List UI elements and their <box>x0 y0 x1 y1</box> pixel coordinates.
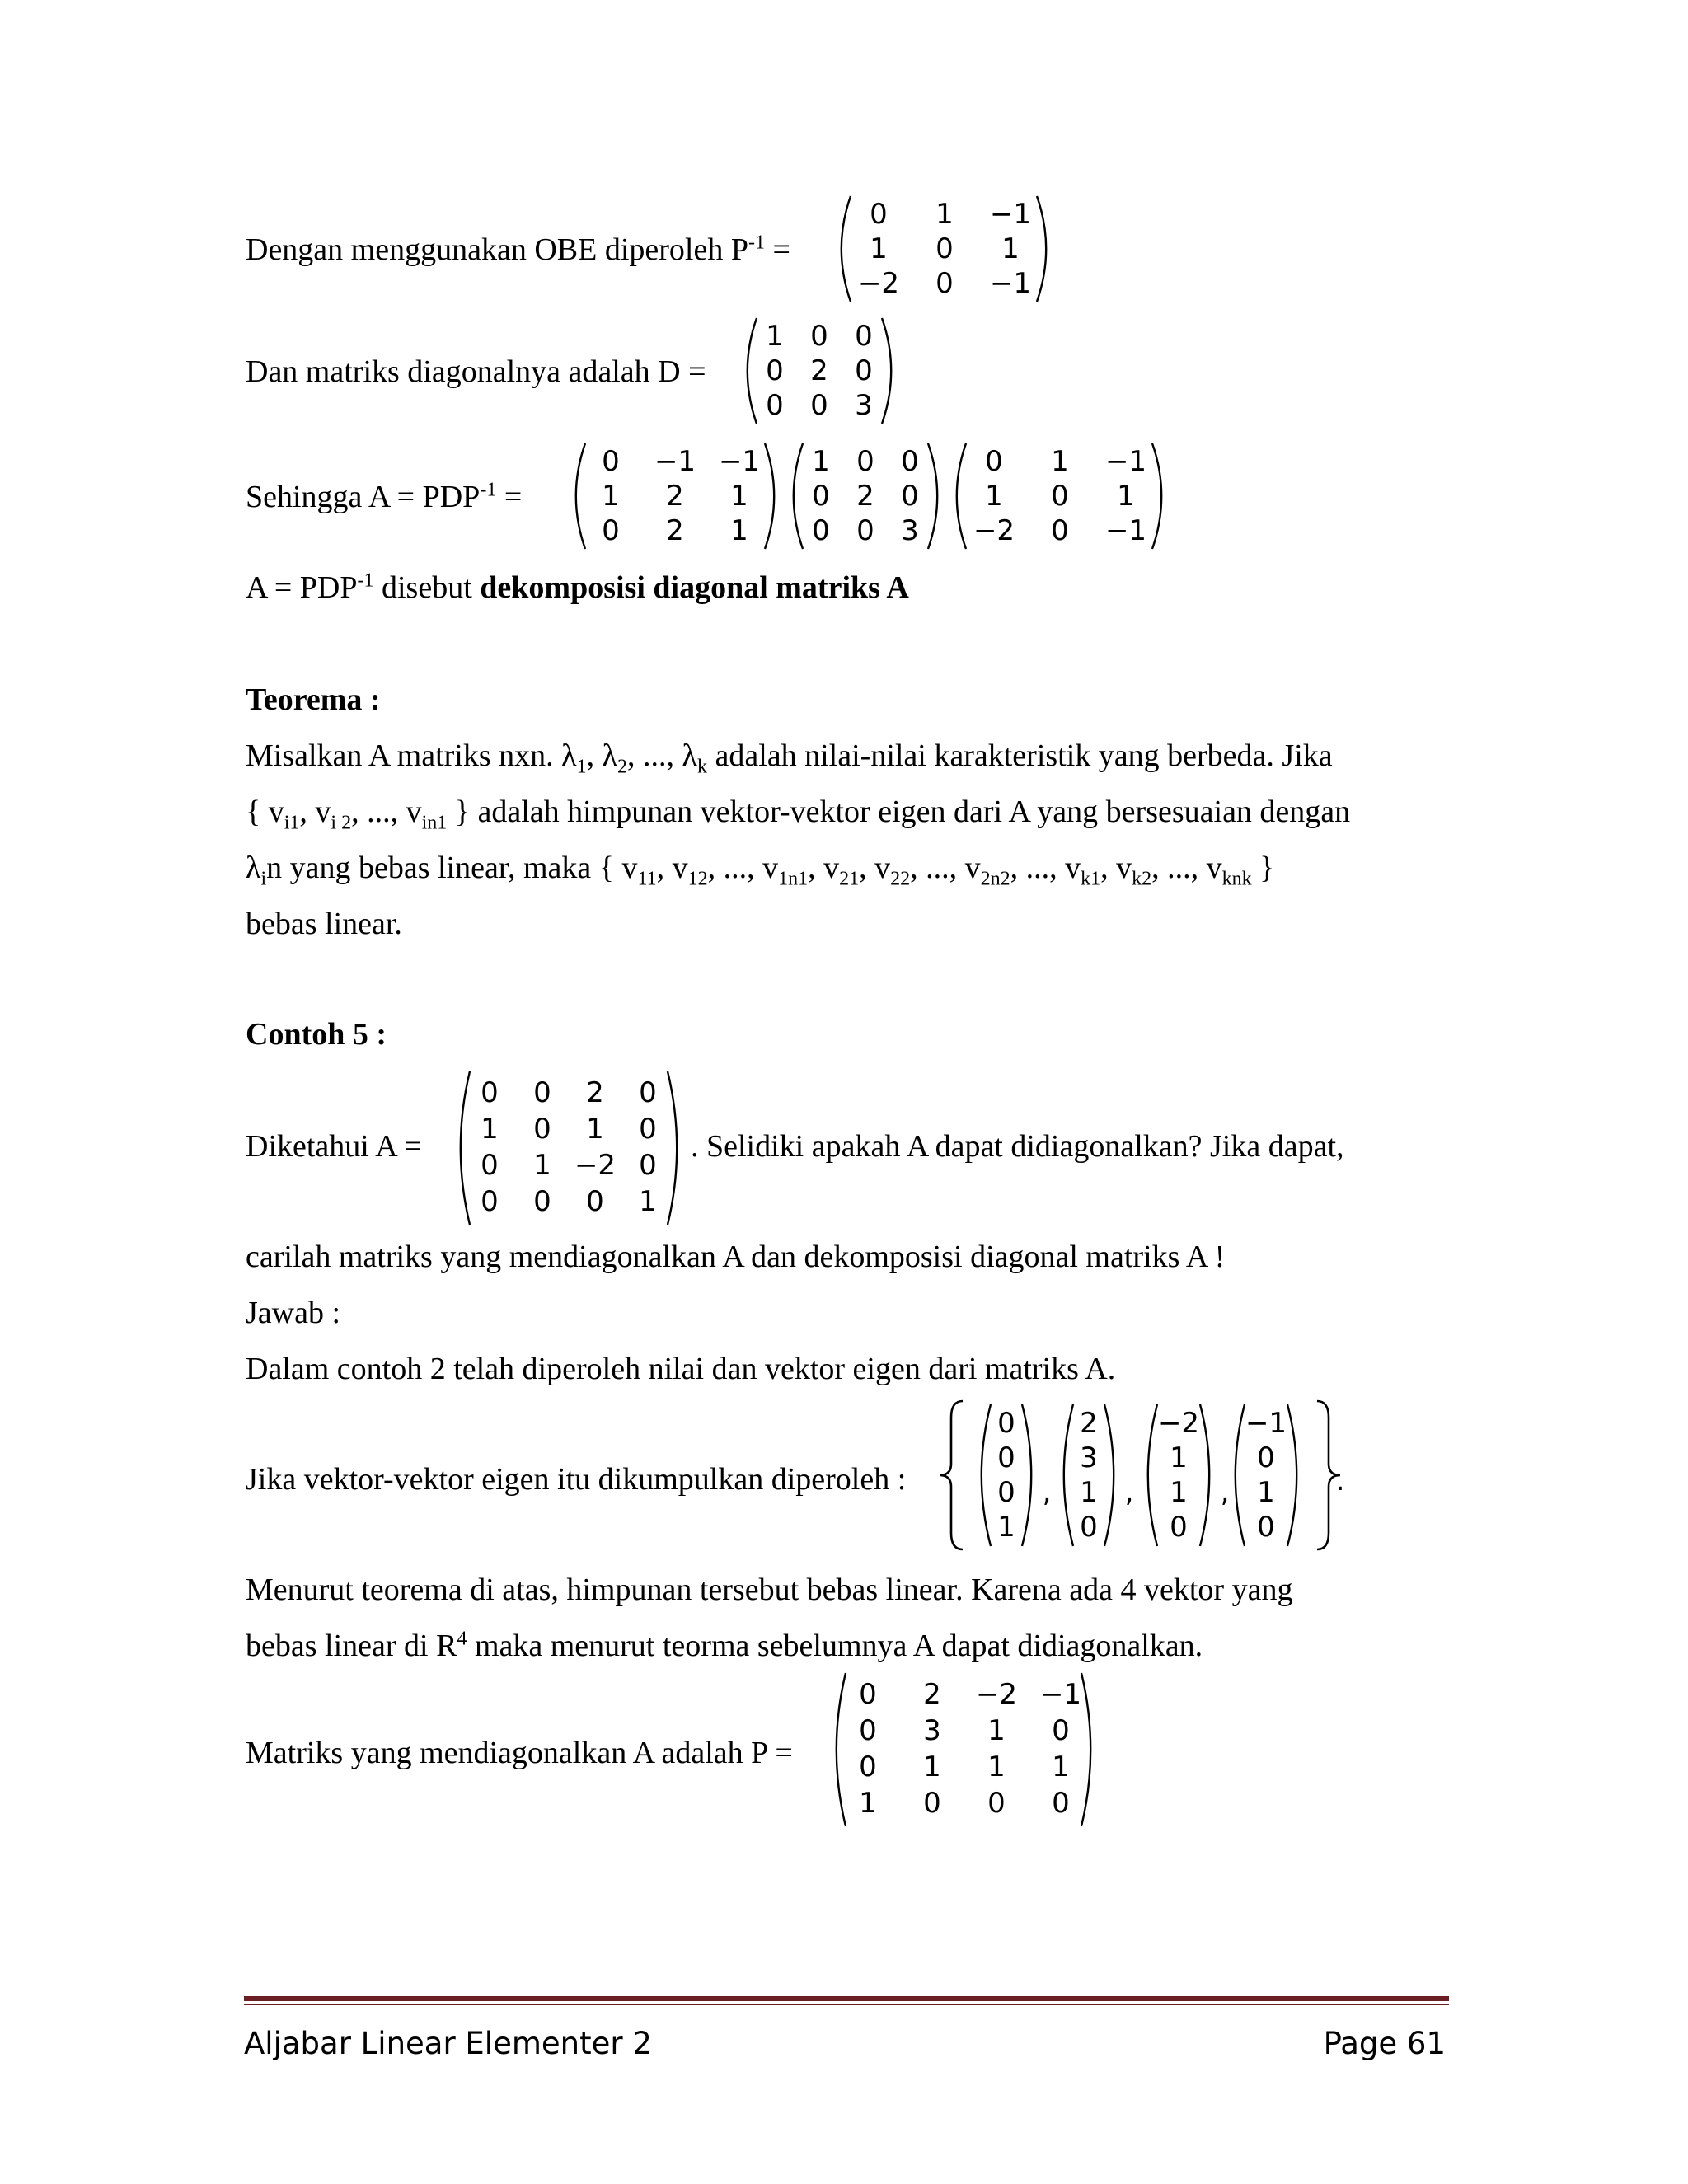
matrix-cell: 0 <box>859 1750 877 1783</box>
matrix-cell: 1 <box>481 1113 499 1146</box>
matrix-cell: 0 <box>901 480 919 513</box>
teorema-line-1: Misalkan A matriks nxn. $\lambda_1$, $\lambda_2$, ..., $\lambda_k$ adalah nilai-nilai karakteristik yang berbeda. Jika <box>246 738 1333 778</box>
matrix-d-product <box>785 443 946 549</box>
text-menurut-2: bebas linear di $R^4$ maka menurut teorma sebelumnya A dapat didiagonalkan. <box>246 1628 1203 1663</box>
matrix-p-final <box>828 1673 1100 1826</box>
text-carilah: carilah matriks yang mendiagonalkan A dan dekomposisi diagonal matriks A ! <box>246 1240 1226 1274</box>
eigenvector <box>1139 1404 1218 1546</box>
heading-teorema: Teorema : <box>246 682 381 717</box>
matrix-cell: 0 <box>533 1113 551 1146</box>
text-line-diagonal: Dan matriks diagonalnya adalah D = <box>246 354 706 389</box>
matrix-cell: 2 <box>666 480 684 513</box>
matrix-cell: 0 <box>586 1185 604 1218</box>
matrix-cell: 0 <box>639 1149 657 1182</box>
matrix-cell: −2 <box>973 514 1015 547</box>
matrix-cell: 1 <box>1170 1476 1188 1509</box>
matrix-cell: 3 <box>855 389 873 422</box>
matrix-cell: 3 <box>1080 1441 1098 1474</box>
matrix-cell: 0 <box>923 1787 941 1820</box>
vector-separator: , <box>1220 1476 1230 1509</box>
matrix-cell: 0 <box>602 514 620 547</box>
matrix-cell: 0 <box>639 1113 657 1146</box>
left-brace <box>940 1401 963 1549</box>
matrix-cell: −2 <box>975 1678 1018 1711</box>
matrix-cell: 0 <box>855 354 873 387</box>
matrix-cell: 0 <box>859 1714 877 1747</box>
eigenvector <box>1226 1404 1306 1546</box>
matrix-cell: 2 <box>1080 1407 1098 1440</box>
matrix-cell: 0 <box>1080 1511 1098 1544</box>
matrix-cell: 1 <box>533 1149 551 1182</box>
matrix-cell: 0 <box>855 320 873 353</box>
matrix-cell: 2 <box>810 354 828 387</box>
matrix-cell: 0 <box>533 1076 551 1109</box>
matrix-cell: 1 <box>859 1787 877 1820</box>
matrix-cell: 0 <box>481 1185 499 1218</box>
text-line-sehingga: Sehingga $A = PDP^{-1}$ = <box>246 479 523 514</box>
matrix-cell: 0 <box>812 514 830 547</box>
matrix-cell: 1 <box>1257 1476 1275 1509</box>
matrix-cell: −1 <box>1245 1407 1287 1440</box>
matrix-cell: 0 <box>810 320 828 353</box>
matrix-cell: 0 <box>985 445 1003 478</box>
matrix-cell: 1 <box>985 480 1003 513</box>
matrix-cell: 0 <box>602 445 620 478</box>
matrix-cell: 1 <box>1052 1750 1070 1783</box>
matrix-a <box>452 1071 686 1225</box>
eigenvector <box>973 1404 1040 1546</box>
matrix-cell: 1 <box>766 320 784 353</box>
footer-rule <box>244 1996 1449 2001</box>
matrix-cell: 2 <box>923 1678 941 1711</box>
matrix-cell: 0 <box>533 1185 551 1218</box>
matrix-cell: 1 <box>602 480 620 513</box>
matrix-cell: 1 <box>1170 1441 1188 1474</box>
teorema-line-2: { $v_{i1}$, $v_{i 2}$, ..., $v_{in1}$ } adalah himpunan vektor-vektor eigen dari A yang bersesuaian dengan <box>246 794 1351 834</box>
vector-separator: , <box>1042 1476 1052 1509</box>
matrix-cell: −1 <box>1104 445 1147 478</box>
text-line-dekomposisi: $A = PDP^{-1}$ disebut dekomposisi diagonal matriks A <box>246 569 909 605</box>
matrix-p <box>567 443 783 549</box>
text-jawab: Jawab : <box>246 1296 341 1330</box>
footer-page-number: Page 61 <box>1323 2026 1446 2061</box>
matrix-cell: −2 <box>1157 1407 1200 1440</box>
text-diketahui: Diketahui A = <box>246 1129 422 1164</box>
heading-contoh-5: Contoh 5 : <box>246 1017 387 1052</box>
matrix-cell: 0 <box>997 1476 1015 1509</box>
matrix-cell: 2 <box>666 514 684 547</box>
matrix-cell: 0 <box>901 445 919 478</box>
matrix-cell: 0 <box>810 389 828 422</box>
text-selidiki: . Selidiki apakah A dapat didiagonalkan? Jika dapat, <box>691 1129 1344 1164</box>
matrix-cell: 1 <box>586 1113 604 1146</box>
footer-rule-thin <box>244 2004 1449 2005</box>
matrix-cell: 1 <box>1001 232 1020 265</box>
matrix-cell: 1 <box>730 480 748 513</box>
matrix-cell: 0 <box>812 480 830 513</box>
eigenvector <box>1055 1404 1123 1546</box>
matrix-cell: −1 <box>1104 514 1147 547</box>
set-period: . <box>1335 1465 1345 1497</box>
matrix-cell: 2 <box>856 480 874 513</box>
matrix-cell: 0 <box>766 354 784 387</box>
matrix-cell: 1 <box>1117 480 1135 513</box>
matrix-cell: 2 <box>586 1076 604 1109</box>
matrix-cell: 0 <box>1257 1441 1275 1474</box>
text-dalam-contoh: Dalam contoh 2 telah diperoleh nilai dan vektor eigen dari matriks A. <box>246 1352 1116 1386</box>
matrix-cell: 0 <box>997 1441 1015 1474</box>
matrix-cell: 0 <box>987 1787 1006 1820</box>
matrix-cell: 0 <box>859 1678 877 1711</box>
matrix-cell: 1 <box>1080 1476 1098 1509</box>
matrix-cell: 1 <box>639 1185 657 1218</box>
vector-separator: , <box>1124 1476 1134 1509</box>
matrix-cell: 0 <box>935 267 954 300</box>
text-line-obe: Dengan menggunakan OBE diperoleh $P^{-1}$ = <box>246 232 790 267</box>
matrix-cell: 1 <box>730 514 748 547</box>
matrix-p-inverse <box>832 196 1055 302</box>
matrix-cell: 0 <box>856 445 874 478</box>
matrix-cell: 0 <box>870 198 888 231</box>
text-matriks-p: Matriks yang mendiagonalkan A adalah P = <box>246 1736 793 1770</box>
matrix-cell: 3 <box>923 1714 941 1747</box>
matrix-cell: 0 <box>481 1076 499 1109</box>
matrix-cell: 0 <box>1052 1787 1070 1820</box>
matrix-cell: 1 <box>1051 445 1069 478</box>
matrix-cell: −2 <box>857 267 900 300</box>
matrix-cell: −1 <box>718 445 761 478</box>
matrix-cell: −1 <box>654 445 696 478</box>
matrix-cell: 0 <box>639 1076 657 1109</box>
matrix-cell: 1 <box>923 1750 941 1783</box>
eigenvector-set <box>938 1401 1350 1549</box>
matrix-cell: 0 <box>1051 514 1069 547</box>
matrix-cell: 0 <box>935 232 954 265</box>
matrix-cell: 0 <box>481 1149 499 1182</box>
matrix-cell: −1 <box>1039 1678 1082 1711</box>
matrix-cell: 1 <box>812 445 830 478</box>
matrix-cell: 1 <box>870 232 888 265</box>
matrix-cell: −2 <box>574 1149 617 1182</box>
matrix-cell: 0 <box>856 514 874 547</box>
matrix-cell: 0 <box>1170 1511 1188 1544</box>
matrix-cell: 0 <box>1052 1714 1070 1747</box>
matrix-cell: 1 <box>935 198 954 231</box>
matrix-p-inverse-product <box>948 443 1170 549</box>
matrix-cell: 0 <box>766 389 784 422</box>
matrix-cell: 1 <box>987 1750 1006 1783</box>
matrix-cell: 1 <box>987 1714 1006 1747</box>
teorema-line-3: $\lambda_in$ yang bebas linear, maka { $v_{11}$, $v_{12}$, ..., $v_{1n1}$, $v_{21}$, $v_{22}$, ..., $v_{2n2}$, ..., $v_{k1}$, $v_{k2}$, ..., $v_{knk}$ } <box>246 851 1275 890</box>
matrix-d <box>738 318 900 424</box>
matrix-cell: 3 <box>901 514 919 547</box>
matrix-cell: 0 <box>1051 480 1069 513</box>
matrix-cell: 0 <box>1257 1511 1275 1544</box>
teorema-line-4: bebas linear. <box>246 907 402 941</box>
matrix-cell: −1 <box>989 267 1032 300</box>
text-jika-vektor: Jika vektor-vektor eigen itu dikumpulkan diperoleh : <box>246 1462 907 1497</box>
matrix-cell: 0 <box>997 1407 1015 1440</box>
matrix-cell: 1 <box>997 1511 1015 1544</box>
text-menurut-1: Menurut teorema di atas, himpunan tersebut bebas linear. Karena ada 4 vektor yang <box>246 1572 1293 1607</box>
matrix-cell: −1 <box>989 198 1032 231</box>
footer-title: Aljabar Linear Elementer 2 <box>244 2026 652 2061</box>
